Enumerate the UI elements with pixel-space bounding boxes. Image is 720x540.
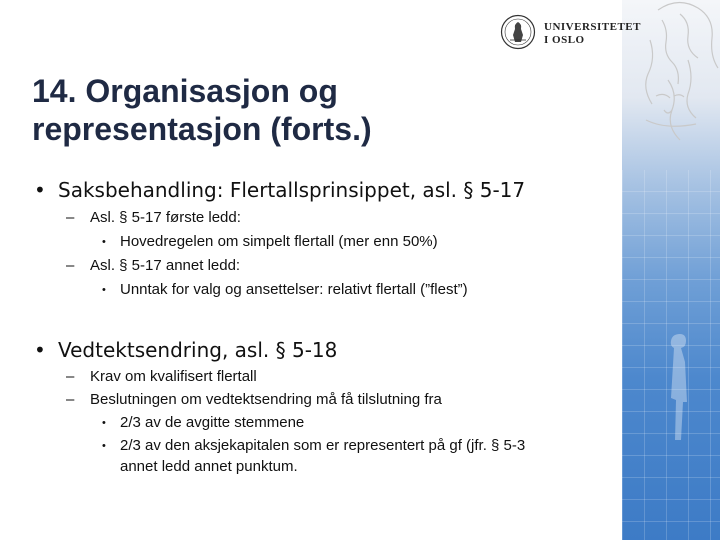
sub-bullet-icon: • <box>102 440 106 452</box>
sub-item-text: Asl. § 5-17 annet ledd: <box>90 257 241 274</box>
bullet-icon: • <box>34 178 46 202</box>
title-line2: representasjon (forts.) <box>32 111 372 147</box>
statue-head-sketch-icon <box>628 0 720 170</box>
sub-bullet-icon: • <box>102 417 106 429</box>
logo-line1: UNIVERSITETET <box>544 21 641 33</box>
dash-icon: – <box>66 209 75 226</box>
dash-icon: – <box>66 391 75 408</box>
bullet-heading: Vedtektsendring, asl. § 5-18 <box>58 338 338 362</box>
bullet-icon: • <box>34 338 46 362</box>
sub-item-text: Beslutningen om vedtektsendring må få tilslutning fra <box>90 391 442 408</box>
sub-sub-item-text: 2/3 av de avgitte stemmene <box>120 414 305 431</box>
sub-sub-item-text: Unntak for valg og ansettelser: relativt flertall (”flest”) <box>120 281 468 298</box>
university-logo <box>500 12 640 52</box>
sub-item-text: Asl. § 5-17 første ledd: <box>90 209 241 226</box>
bullet-heading: Saksbehandling: Flertallsprinsippet, asl. § 5-17 <box>58 178 526 202</box>
statue-figure-icon <box>664 330 698 450</box>
slide-title <box>32 72 592 148</box>
university-seal-icon <box>500 14 536 50</box>
sub-sub-item-text: Hovedregelen om simpelt flertall (mer enn 50%) <box>120 233 438 250</box>
sub-item-text: Krav om kvalifisert flertall <box>90 368 257 385</box>
sub-sub-item-text: 2/3 av den aksjekapitalen som er representert på gf (jfr. § 5-3 <box>120 437 526 454</box>
dash-icon: – <box>66 368 75 385</box>
sub-bullet-icon: • <box>102 284 106 296</box>
sub-sub-item-text: annet ledd annet punktum. <box>120 458 298 475</box>
title-line1: 14. Organisasjon og <box>32 73 338 109</box>
dash-icon: – <box>66 257 75 274</box>
sub-bullet-icon: • <box>102 236 106 248</box>
logo-line2: I OSLO <box>544 34 585 46</box>
